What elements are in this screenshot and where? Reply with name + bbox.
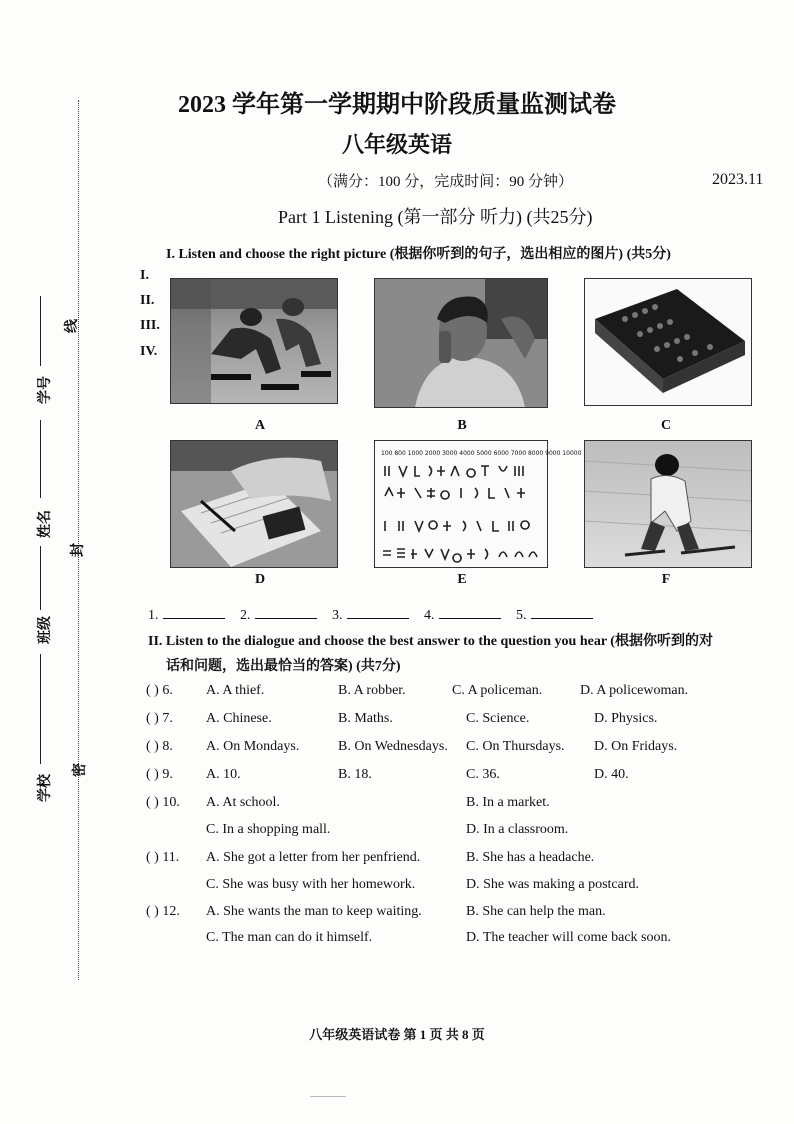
class-line xyxy=(40,546,41,610)
q7-option-b: B. Maths. xyxy=(338,711,393,726)
part-heading: Part 1 Listening (第一部分 听力) (共25分) xyxy=(278,207,593,227)
section2-title-line1: II. Listen to the dialogue and choose the best answer to the question you hear (根据你听到的对 xyxy=(148,634,713,649)
picture-a-label: A xyxy=(254,418,266,433)
q9-option-b: B. 18. xyxy=(338,767,372,782)
picture-f-label: F xyxy=(661,572,671,587)
picture-b-label: B xyxy=(457,418,467,433)
q9-option-c: C. 36. xyxy=(466,767,500,782)
roman-4: IV. xyxy=(140,344,158,359)
picture-c xyxy=(584,278,752,406)
binding-mark-feng: 封 xyxy=(71,543,86,557)
svg-text:100 800 1000 2000 3000 4000 50: 100 800 1000 2000 3000 4000 5000 6000 7000 8000 9000 10000 xyxy=(381,450,582,457)
name-label: 姓名 xyxy=(38,510,53,538)
picture-f xyxy=(584,440,752,568)
q12-option-b: B. She can help the man. xyxy=(466,904,606,919)
q11-option-c: C. She was busy with her homework. xyxy=(206,877,416,892)
answer-5-num: 5. xyxy=(516,608,527,623)
q6-option-d: D. A policewoman. xyxy=(580,683,689,698)
answer-4-num: 4. xyxy=(424,608,435,623)
q11-option-b: B. She has a headache. xyxy=(466,850,595,865)
school-line xyxy=(40,654,41,764)
binding-dotted-line xyxy=(78,100,79,980)
exam-title: 2023 学年第一学期期中阶段质量监测试卷 xyxy=(178,92,616,118)
picture-d-label: D xyxy=(254,572,266,587)
q11-option-a: A. She got a letter from her penfriend. xyxy=(206,850,421,865)
answer-1-blank[interactable] xyxy=(163,606,225,619)
roman-2: II. xyxy=(140,293,155,308)
bottom-mark xyxy=(310,1096,346,1097)
answer-1-num: 1. xyxy=(148,608,159,623)
q9-option-d: D. 40. xyxy=(594,767,629,782)
q11-number: ( ) 11. xyxy=(146,850,180,865)
picture-e-label: E xyxy=(457,572,467,587)
q12-number: ( ) 12. xyxy=(146,904,180,919)
q6-option-a: A. A thief. xyxy=(206,683,265,698)
roman-1: I. xyxy=(140,268,149,283)
picture-d xyxy=(170,440,338,568)
q12-option-a: A. She wants the man to keep waiting. xyxy=(206,904,422,919)
q10-option-d: D. In a classroom. xyxy=(466,822,569,837)
page-footer: 八年级英语试卷 第 1 页 共 8 页 xyxy=(309,1027,485,1042)
roman-3: III. xyxy=(140,318,160,333)
answer-2-num: 2. xyxy=(240,608,251,623)
q8-option-b: B. On Wednesdays. xyxy=(338,739,448,754)
exam-date: 2023.11 xyxy=(712,171,764,188)
answer-row xyxy=(148,606,593,624)
q10-option-b: B. In a market. xyxy=(466,795,550,810)
q10-option-c: C. In a shopping mall. xyxy=(206,822,331,837)
exam-subtitle: 八年级英语 xyxy=(341,132,452,157)
answer-5-blank[interactable] xyxy=(531,606,593,619)
q7-option-c: C. Science. xyxy=(466,711,530,726)
section1-title: I. Listen and choose the right picture (根据你听到的句子，选出相应的图片) (共5分) xyxy=(166,247,671,262)
q11-option-d: D. She was making a postcard. xyxy=(466,877,640,892)
picture-c-label: C xyxy=(660,418,672,433)
school-label: 学校 xyxy=(38,774,53,802)
q6-option-b: B. A robber. xyxy=(338,683,406,698)
section2-title-line2: 话和问题，选出最恰当的答案) (共7分) xyxy=(166,659,401,674)
q12-option-c: C. The man can do it himself. xyxy=(206,930,373,945)
q12-option-d: D. The teacher will come back soon. xyxy=(466,930,672,945)
q7-option-a: A. Chinese. xyxy=(206,711,272,726)
q7-number: ( ) 7. xyxy=(146,711,173,726)
student-id-label: 学号 xyxy=(38,376,53,404)
q9-option-a: A. 10. xyxy=(206,767,241,782)
q10-option-a: A. At school. xyxy=(206,795,280,810)
q7-option-d: D. Physics. xyxy=(594,711,658,726)
picture-a xyxy=(170,278,338,404)
q8-option-d: D. On Fridays. xyxy=(594,739,678,754)
exam-info: （满分：100 分，完成时间：90 分钟） xyxy=(318,174,574,190)
picture-e xyxy=(374,440,582,568)
name-line xyxy=(40,420,41,498)
q6-option-c: C. A policeman. xyxy=(452,683,543,698)
q8-option-c: C. On Thursdays. xyxy=(466,739,565,754)
q6-number: ( ) 6. xyxy=(146,683,173,698)
student-id-line xyxy=(40,296,41,366)
binding-mark-mi: 密 xyxy=(73,763,88,777)
picture-b xyxy=(374,278,548,408)
q8-number: ( ) 8. xyxy=(146,739,173,754)
answer-4-blank[interactable] xyxy=(439,606,501,619)
answer-2-blank[interactable] xyxy=(255,606,317,619)
class-label: 班级 xyxy=(38,616,53,644)
q8-option-a: A. On Mondays. xyxy=(206,739,300,754)
q9-number: ( ) 9. xyxy=(146,767,173,782)
answer-3-blank[interactable] xyxy=(347,606,409,619)
answer-3-num: 3. xyxy=(332,608,343,623)
q10-number: ( ) 10. xyxy=(146,795,180,810)
binding-mark-xian: 线 xyxy=(65,319,80,333)
